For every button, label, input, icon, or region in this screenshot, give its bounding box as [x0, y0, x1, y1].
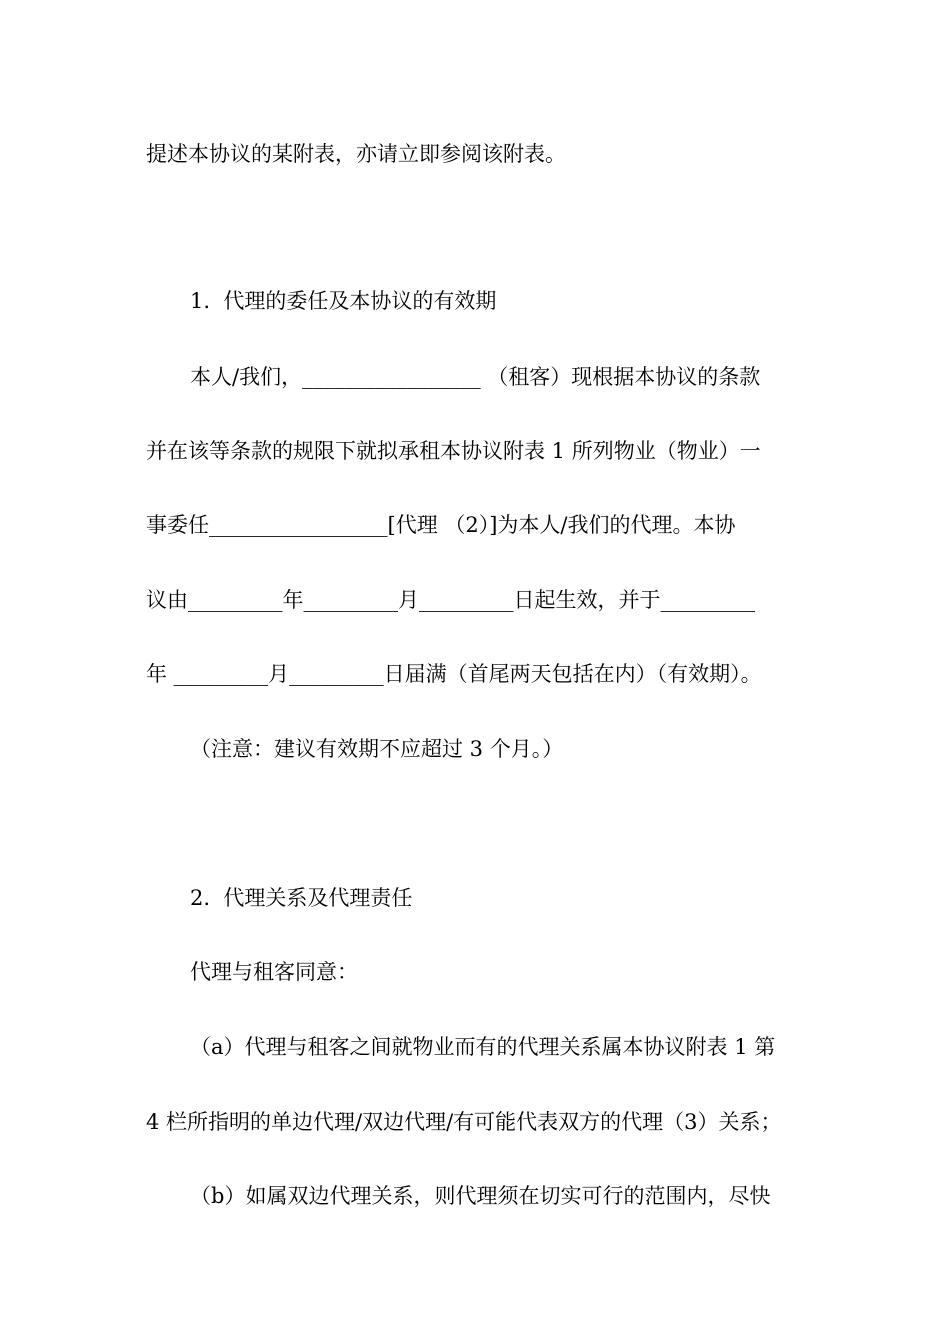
paragraph-line: 提述本协议的某附表，亦请立即参阅该附表。: [146, 142, 566, 166]
paragraph-line: 事委任_________________[代理 （2）]为本人/我们的代理。本协: [146, 513, 736, 537]
clause-a-line: 4 栏所指明的单边代理/双边代理/有可能代表双方的代理（3）关系；: [146, 1110, 782, 1134]
note-line: （注意：建议有效期不应超过 3 个月。）: [190, 737, 564, 761]
paragraph-line: 代理与租客同意：: [190, 960, 358, 984]
clause-a-line: （a）代理与租客之间就物业而有的代理关系属本协议附表 1 第: [190, 1035, 776, 1059]
paragraph-line: 年 _________月_________日届满（首尾两天包括在内）（有效期）。: [146, 662, 762, 686]
paragraph-line: 并在该等条款的规限下就拟承租本协议附表 1 所列物业（物业）一: [146, 439, 761, 463]
section-heading-2: 2. 代理关系及代理责任: [190, 886, 413, 910]
clause-b-line: （b）如属双边代理关系，则代理须在切实可行的范围内，尽快: [190, 1184, 771, 1208]
section-heading-1: 1. 代理的委任及本协议的有效期: [190, 289, 497, 313]
paragraph-line: 本人/我们，_________________ （租客）现根据本协议的条款: [190, 365, 761, 389]
paragraph-line: 议由_________年_________月_________日起生效，并于_________: [146, 588, 755, 612]
